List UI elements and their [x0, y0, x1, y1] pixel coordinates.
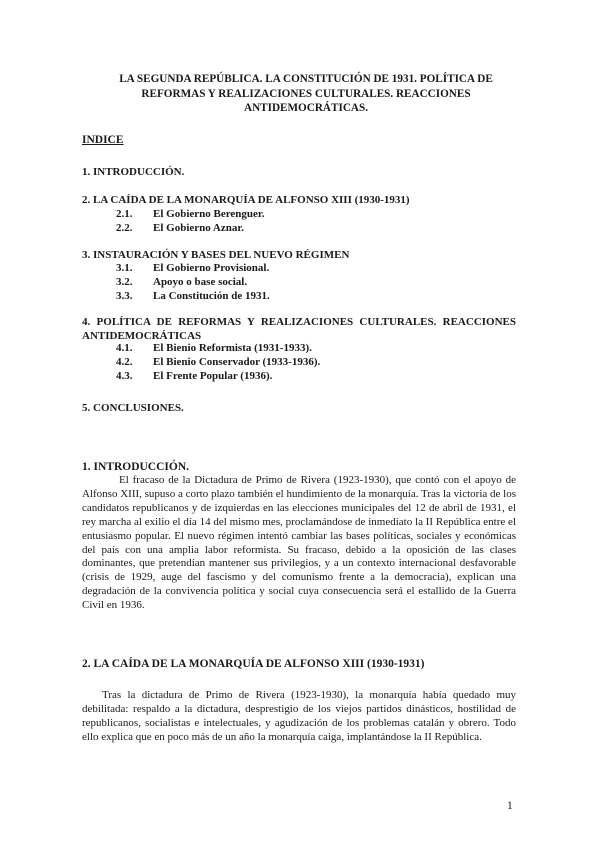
index-subitem-number: 4.1.	[116, 342, 133, 354]
index-section-5: 5. CONCLUSIONES.	[82, 402, 184, 414]
index-subitem-text: La Constitución de 1931.	[153, 290, 270, 302]
index-subitem-number: 4.3.	[116, 370, 133, 382]
index-subitem-text: El Gobierno Provisional.	[153, 262, 270, 274]
index-section-2: 2. LA CAÍDA DE LA MONARQUÍA DE ALFONSO XIII (1930-1931)	[82, 194, 410, 206]
index-subitem-number: 3.1.	[116, 262, 133, 274]
index-subitem-text: El Bienio Reformista (1931-1933).	[153, 342, 312, 354]
page-number: 1	[507, 800, 513, 812]
document-title: LA SEGUNDA REPÚBLICA. LA CONSTITUCIÓN DE 1931. POLÍTICA DE REFORMAS Y REALIZACIONES CULTURALES. REACCIONES ANTIDEMOCRÁTICAS.	[119, 73, 493, 114]
index-section-4: 4. POLÍTICA DE REFORMAS Y REALIZACIONES CULTURALES. REACCIONES ANTIDEMOCRÁTICAS	[82, 316, 516, 342]
index-subitem-text: El Gobierno Aznar.	[153, 222, 244, 234]
index-subitem-text: El Frente Popular (1936).	[153, 370, 273, 382]
section-1-heading: 1. INTRODUCCIÓN.	[82, 461, 190, 473]
index-subitem-number: 3.3.	[116, 290, 133, 302]
index-subitem-text: El Bienio Conservador (1933-1936).	[153, 356, 321, 368]
index-subitem-number: 3.2.	[116, 276, 133, 288]
index-subitem-number: 2.1.	[116, 208, 133, 220]
section-2-heading: 2. LA CAÍDA DE LA MONARQUÍA DE ALFONSO XIII (1930-1931)	[82, 658, 425, 670]
index-subitem-text: Apoyo o base social.	[153, 276, 248, 288]
index-subitem-text: El Gobierno Berenguer.	[153, 208, 265, 220]
index-subitem-number: 4.2.	[116, 356, 133, 368]
index-heading: INDICE	[82, 134, 124, 146]
index-section-3: 3. INSTAURACIÓN Y BASES DEL NUEVO RÉGIMEN	[82, 249, 350, 261]
index-subitem-number: 2.2.	[116, 222, 133, 234]
section-2-paragraph: Tras la dictadura de Primo de Rivera (1923-1930), la monarquía había quedado muy debilitada: respaldo a la dictadura, desprestigio de los viejos partidos dinásticos, hostilidad de republicanos, socialistas e intelectuales, y agudización de los problemas catalán y obrero. Todo ello explica que en poco más de un año la monarquía caiga, implantándose la II República.	[82, 689, 516, 743]
index-section-1: 1. INTRODUCCIÓN.	[82, 166, 185, 178]
section-1-paragraph: El fracaso de la Dictadura de Primo de Rivera (1923-1930), que contó con el apoyo de Alfonso XIII, supuso a corto plazo también el hundimiento de la monarquía. Tras la victoria de los candidatos republicanos y de izquierdas en las elecciones municipales del 12 de abril de 1931, el rey marcha al exilio el día 14 del mismo mes, proclamándose de inmediato la II República entre el entusiasmo popular. El nuevo régimen intentó cambiar las bases políticas, sociales y económicas del país con una amplia labor reformista. Su fracaso, debido a la oposición de las clases dominantes, que pretendían mantener sus privilegios, y a un contexto internacional desfavorable (crisis de 1929, auge del fascismo y del comunismo frente a la democracia), explican una degradación de la convivencia política y social cuya consecuencia será el estallido de la Guerra Civil en 1936.	[82, 474, 516, 612]
